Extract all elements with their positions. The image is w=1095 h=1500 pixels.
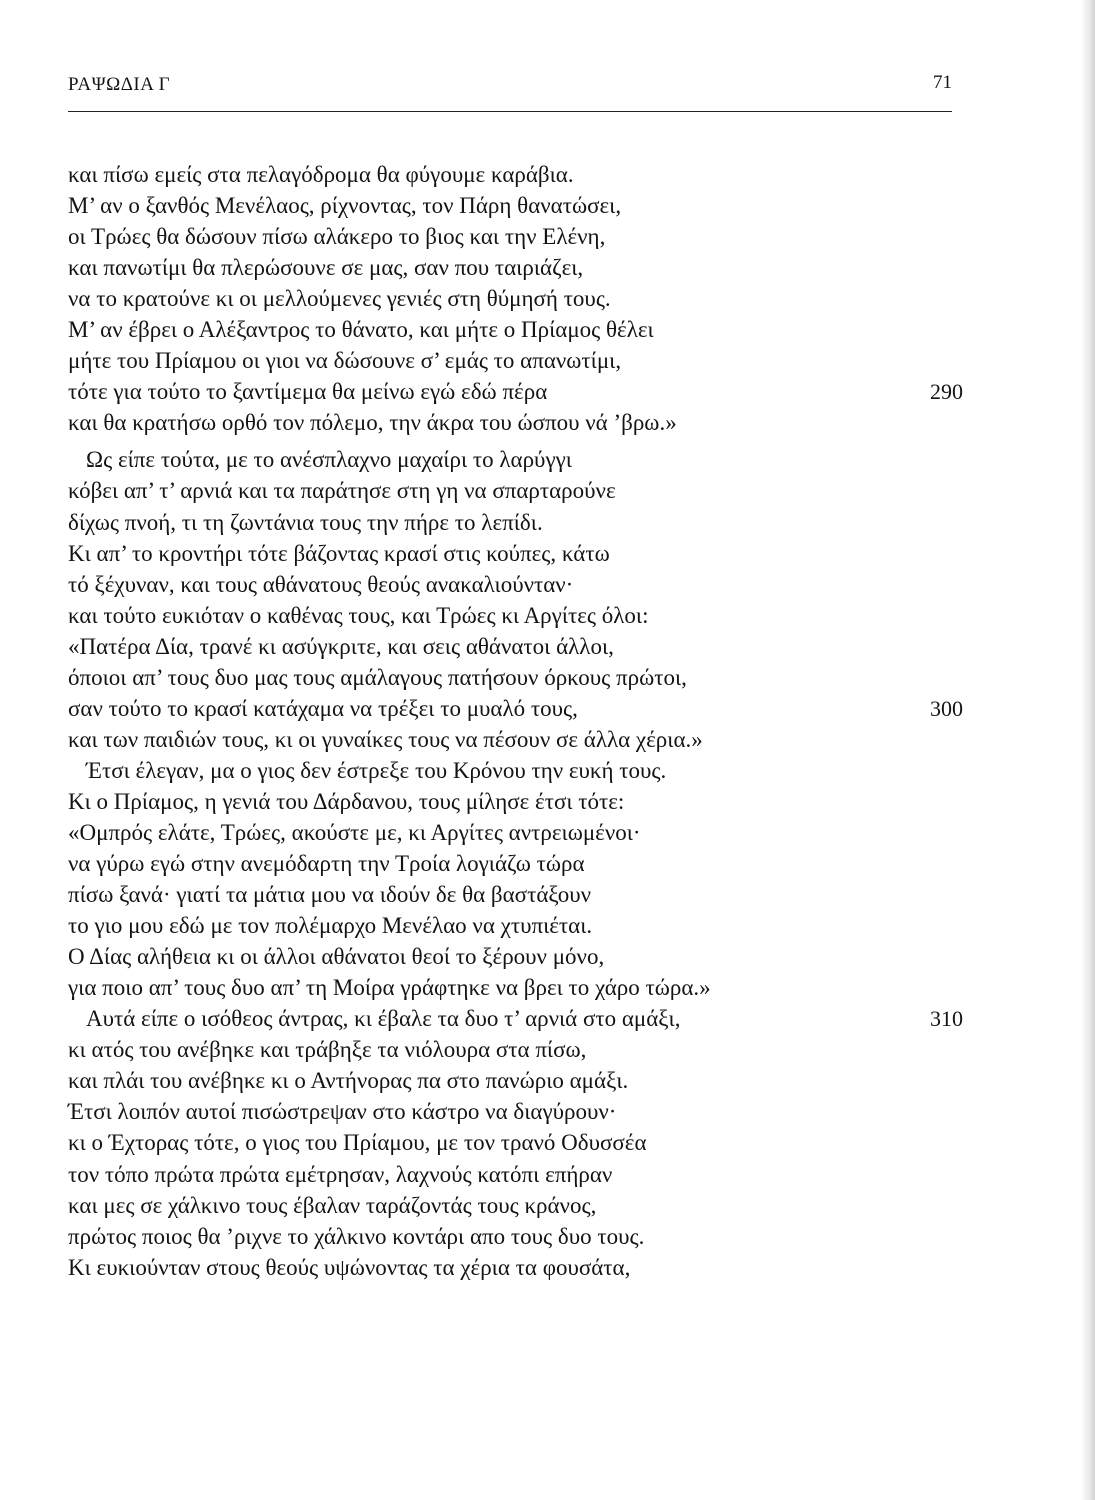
line-number: 300	[930, 695, 963, 721]
verse-text: να γύρω εγώ στην ανεμόδαρτη την Τροία λογιάζω τώρα	[68, 851, 585, 877]
verse-line	[0, 600, 1095, 631]
verse-text: Έτσι λοιπόν αυτοί πισώστρεψαν στο κάστρο να διαγύρουν·	[68, 1099, 617, 1125]
verse-text: και τούτο ευκιόταν ο καθένας τους, και Τρώες κι Αργίτες όλοι:	[68, 602, 649, 628]
verse-text: τό ξέχυναν, και τους αθάνατους θεούς ανακαλιούνταν·	[68, 571, 574, 597]
verse-line	[0, 1221, 1095, 1252]
verse-line	[0, 1065, 1095, 1096]
verse-text: μήτε του Πρίαμου οι γιοι να δώσουνε σ’ εμάς το απανωτίμι,	[68, 348, 622, 374]
verse-text: κι ο Έχτορας τότε, ο γιος του Πρίαμου, με τον τρανό Οδυσσέα	[68, 1130, 647, 1156]
verse-line	[0, 972, 1095, 1003]
verse-line	[0, 190, 1095, 221]
verse-line	[0, 221, 1095, 252]
verse-text: κόβει απ’ τ’ αρνιά και τα παράτησε στη γη να σπαρταρούνε	[68, 478, 616, 504]
verse-text: Κι ο Πρίαμος, η γενιά του Δάρδανου, τους μίλησε έτσι τότε:	[68, 788, 625, 814]
verse-line	[0, 252, 1095, 283]
verse-line	[0, 1252, 1095, 1283]
verse-text: το γιο μου εδώ με τον πολέμαρχο Μενέλαο να χτυπιέται.	[68, 913, 593, 939]
verse-line	[0, 631, 1095, 662]
verse-text: πρώτος ποιος θα ’ριχνε το χάλκινο κοντάρι απο τους δυο τους.	[68, 1223, 645, 1249]
verse-text: και μες σε χάλκινο τους έβαλαν ταράζοντάς τους κράνος,	[68, 1192, 597, 1218]
verse-text: τότε για τούτο το ξαντίμεμα θα μείνω εγώ εδώ πέρα	[68, 379, 548, 405]
verse-text: οι Τρώες θα δώσουν πίσω αλάκερο το βιος και την Ελένη,	[68, 224, 606, 250]
verse-text: Κι ευκιούνταν στους θεούς υψώνοντας τα χέρια τα φουσάτα,	[68, 1254, 631, 1280]
verse-line	[0, 1159, 1095, 1190]
poem-text	[0, 159, 1095, 1283]
verse-line	[0, 569, 1095, 600]
verse-text: όποιοι απ’ τους δυο μας τους αμάλαγους πατήσουν όρκους πρώτοι,	[68, 664, 687, 690]
verse-line	[0, 283, 1095, 314]
verse-text: δίχως πνοή, τι τη ζωντάνια τους την πήρε το λεπίδι.	[68, 509, 543, 535]
verse-line	[0, 475, 1095, 506]
verse-line	[0, 407, 1095, 438]
verse-line	[0, 538, 1095, 569]
verse-line	[0, 159, 1095, 190]
verse-line	[0, 345, 1095, 376]
verse-line	[0, 444, 1095, 475]
verse-line	[0, 910, 1095, 941]
verse-text: «Ομπρός ελάτε, Τρώες, ακούστε με, κι Αργίτες αντρειωμένοι·	[68, 819, 641, 845]
verse-line	[0, 786, 1095, 817]
verse-line	[0, 1034, 1095, 1065]
page-header	[68, 74, 952, 104]
verse-text: Αυτά είπε ο ισόθεος άντρας, κι έβαλε τα δυο τ’ αρνιά στο αμάξι,	[86, 1006, 681, 1032]
line-number: 310	[930, 1006, 963, 1032]
page-number: 71	[933, 72, 952, 93]
verse-line	[0, 1003, 1095, 1034]
verse-line	[0, 879, 1095, 910]
verse-text: Ο Δίας αλήθεια κι οι άλλοι αθάνατοι θεοί το ξέρουν μόνο,	[68, 944, 605, 970]
verse-line	[0, 724, 1095, 755]
verse-line	[0, 1096, 1095, 1127]
verse-text: και πλάι του ανέβηκε κι ο Αντήνορας πα στο πανώριο αμάξι.	[68, 1068, 629, 1094]
verse-text: Μ’ αν έβρει ο Αλέξαντρος το θάνατο, και μήτε ο Πρίαμος θέλει	[68, 317, 654, 343]
verse-text: τον τόπο πρώτα πρώτα εμέτρησαν, λαχνούς κατόπι επήραν	[68, 1161, 613, 1187]
verse-text: και θα κρατήσω ορθό τον πόλεμο, την άκρα του ώσπου νά ’βρω.»	[68, 410, 677, 436]
verse-text: πίσω ξανά· γιατί τα μάτια μου να ιδούν δε θα βαστάξουν	[68, 882, 592, 908]
verse-text: Ως είπε τούτα, με το ανέσπλαχνο μαχαίρι το λαρύγγι	[86, 447, 572, 473]
header-rule	[68, 111, 952, 112]
verse-text: και πανωτίμι θα πλερώσουνε σε μας, σαν που ταιριάζει,	[68, 255, 584, 281]
line-number: 290	[930, 379, 963, 405]
verse-text: «Πατέρα Δία, τρανέ κι ασύγκριτε, και σεις αθάνατοι άλλοι,	[68, 633, 614, 659]
verse-line	[0, 848, 1095, 879]
verse-text: και πίσω εμείς στα πελαγόδρομα θα φύγουμε καράβια.	[68, 162, 574, 187]
verse-line	[0, 507, 1095, 538]
verse-text: Έτσι έλεγαν, μα ο γιος δεν έστρεξε του Κρόνου την ευκή τους.	[86, 757, 667, 783]
verse-line	[0, 693, 1095, 724]
verse-line	[0, 314, 1095, 345]
verse-text: για ποιο απ’ τους δυο απ’ τη Μοίρα γράφτηκε να βρει το χάρο τώρα.»	[68, 975, 711, 1001]
verse-line	[0, 941, 1095, 972]
verse-text: Κι απ’ το κροντήρι τότε βάζοντας κρασί στις κούπες, κάτω	[68, 540, 610, 566]
verse-text: σαν τούτο το κρασί κατάχαμα να τρέξει το μυαλό τους,	[68, 695, 578, 721]
running-head: ΡΑΨΩΔΙΑ Γ	[68, 74, 171, 95]
verse-line	[0, 817, 1095, 848]
verse-text: Μ’ αν ο ξανθός Μενέλαος, ρίχνοντας, τον Πάρη θανατώσει,	[68, 193, 622, 219]
verse-text: κι ατός του ανέβηκε και τράβηξε τα νιόλουρα στα πίσω,	[68, 1037, 587, 1063]
verse-line	[0, 376, 1095, 407]
verse-line	[0, 1190, 1095, 1221]
verse-text: και των παιδιών τους, κι οι γυναίκες τους να πέσουν σε άλλα χέρια.»	[68, 726, 703, 752]
verse-line	[0, 755, 1095, 786]
verse-line	[0, 662, 1095, 693]
verse-line	[0, 1127, 1095, 1158]
verse-text: να το κρατούνε κι οι μελλούμενες γενιές στη θύμησή τους.	[68, 286, 611, 312]
